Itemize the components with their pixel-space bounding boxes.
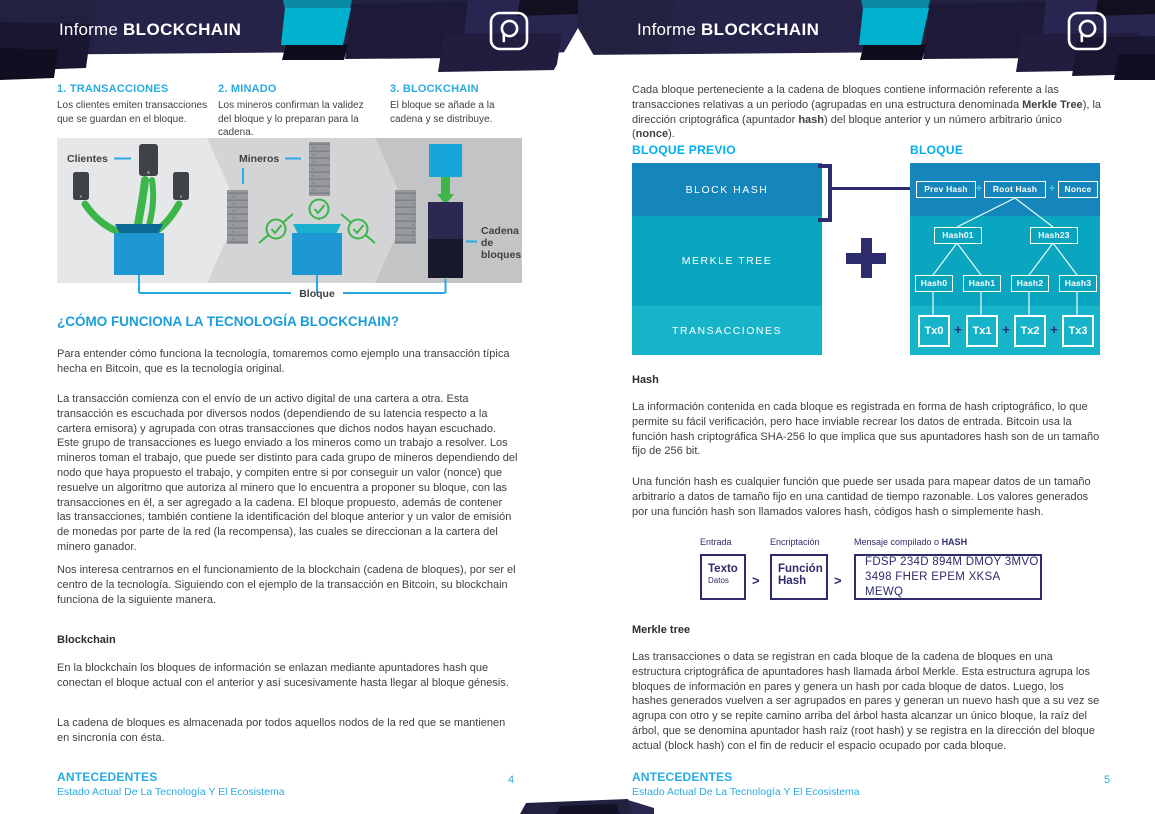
input-sub: Datos	[708, 576, 729, 585]
paragraph: Una función hash es cualquier función que puede ser usada para mapear datos de un tamaño arbitrario a datos de tamaño fijo en una cantidad de tiempo razonable. Los valores generados por una función hash son llamados valores hash, códigos hash o simplemente hash.	[632, 476, 1091, 518]
report-title	[637, 20, 819, 40]
page-5	[578, 0, 1155, 814]
node-hash2: Hash2	[1011, 275, 1049, 292]
current-block	[910, 163, 1100, 355]
block-box	[114, 233, 164, 275]
node-hash23: Hash23	[1030, 227, 1078, 244]
report-title-bold: BLOCKCHAIN	[122, 20, 242, 39]
paragraph: En la blockchain los bloques de información se enlazan mediante apuntadores hash que conectan el bloque actual con el anterior y así sucesivamente hasta llegar al bloque génesis.	[57, 662, 509, 689]
step-transacciones	[57, 83, 209, 126]
blockchain-flow-illustration	[57, 138, 522, 303]
footer-subtitle: Estado Actual De La Tecnología Y El Ecosistema	[57, 786, 285, 798]
step-title: 1. TRANSACCIONES	[57, 83, 169, 95]
label-encriptacion: Encriptación	[770, 537, 820, 547]
page-number: 4	[508, 774, 515, 786]
report-title	[59, 20, 241, 40]
report-title-regular: Informe	[637, 20, 697, 39]
plus-icon	[846, 238, 886, 278]
down-arrow	[441, 177, 450, 196]
server-icon	[309, 142, 330, 196]
node-tx0: Tx0	[918, 315, 950, 347]
input-box	[700, 554, 746, 600]
node-hash3: Hash3	[1059, 275, 1097, 292]
server-icon	[227, 190, 248, 244]
check-circle-icon	[349, 220, 368, 239]
label-entrada: Entrada	[700, 537, 732, 547]
paragraph: La cadena de bloques es almacenada por todos aquellos nodos de la red que se mantienen en sincronía con ésta.	[57, 717, 506, 744]
fn-line2: Hash	[778, 575, 807, 587]
plus-icon: +	[1050, 322, 1058, 337]
footer-section: ANTECEDENTES	[632, 770, 733, 784]
q-logo-icon	[489, 11, 529, 51]
bracket	[818, 218, 832, 222]
subheading-blockchain: Blockchain	[57, 634, 116, 646]
hash-output-line1: FDSP 234D 894M DMOY 3MVO	[865, 555, 1039, 568]
heading-bloque: BLOQUE	[910, 143, 964, 157]
check-circle-icon	[267, 220, 286, 239]
page-header	[0, 0, 578, 80]
node-prev-hash: Prev Hash	[916, 181, 976, 198]
label-cadena-2: de	[481, 237, 494, 249]
footer-section: ANTECEDENTES	[57, 770, 158, 784]
step-blockchain	[390, 83, 518, 126]
node-hash1: Hash1	[963, 275, 1001, 292]
subheading-merkle-tree: Merkle tree	[632, 624, 691, 636]
step-minado	[218, 83, 370, 140]
hash-function-box	[770, 554, 828, 600]
node-root-hash: Root Hash	[984, 181, 1046, 198]
paragraph: La transacción comienza con el envío de un activo digital de una cartera a otra. Esta transacción es escuchada por diversos nodos (dependiendo de su latencia respecto a la cartera emisora) y agrupada con otras transacciones que dichos nodos hayan escuchado. Este grupo de transacciones es luego enviado a los mineros como un trabajo a resolver. Los mineros toman el trabajo, que puede ser distinto para cada grupo de mineros dependiendo del nodo que haya propuesto el trabajo, y compiten entre si por conseguir un valor (nonce) que resuelve un algoritmo que autoriza al minero que lo encuentra a proponer su bloque, con las transacciones en él, a ser agregado a la cadena. El bloque propuesto, además de contener las transacciones, también contiene la identificación del bloque anterior y un valor de emisión de monedas por parte de la red (la recompensa), las cuales se direccionan a la cartera del minero ganador.	[57, 393, 518, 553]
phone-icon	[139, 144, 158, 176]
step-title: 2. MINADO	[218, 83, 277, 95]
bottom-page-notch	[520, 799, 654, 814]
node-nonce: Nonce	[1058, 181, 1098, 198]
plus-icon: +	[954, 322, 962, 337]
paragraph: La información contenida en cada bloque es registrada en forma de hash criptográfico, lo que permite su fácil verificación, pero hace inviable recrear los datos de entrada. Bitcoin usa la función hash criptográfica SHA-256 lo que implica que sus apuntadores hash son de un tamaño fijo de 256 bit.	[632, 401, 1100, 458]
server-icon	[395, 190, 416, 244]
report-title-bold: BLOCKCHAIN	[700, 20, 820, 39]
step-title: 3. BLOCKCHAIN	[390, 83, 479, 95]
fn-line1: Función	[778, 563, 823, 575]
section-heading: ¿CÓMO FUNCIONA LA TECNOLOGÍA BLOCKCHAIN?	[57, 314, 399, 329]
block-hash-section: BLOCK HASH	[632, 163, 822, 216]
check-circle-icon	[310, 200, 329, 219]
merkle-tree-section: MERKLE TREE	[632, 216, 822, 306]
bracket-connector-line	[832, 187, 918, 190]
chain-block-mid	[428, 202, 463, 239]
previous-block	[632, 163, 822, 355]
footer-subtitle: Estado Actual De La Tecnología Y El Ecosistema	[632, 786, 860, 798]
label-mineros: Mineros	[239, 153, 280, 165]
step-body: Los clientes emiten transacciones que se guardan en el bloque.	[57, 100, 208, 125]
page-footer	[57, 770, 285, 798]
chain-block-old	[428, 239, 463, 278]
step-body: Los mineros confirman la validez del bloque y lo preparan para la cadena.	[218, 100, 364, 138]
plus-icon: +	[1002, 322, 1010, 337]
intro-paragraph: Cada bloque perteneciente a la cadena de bloques contiene información referente a las transacciones relativas a un periodo (agrupadas en una estructura denominada Merkle Tree), la dirección criptográfica (apuntador hash) del bloque anterior y un número arbitrario único (nonce).	[632, 84, 1102, 141]
block-box	[292, 233, 342, 275]
hash-output-line2: 3498 FHER EPEM XKSA MEWQ	[865, 570, 1000, 598]
label-clientes: Clientes	[67, 153, 108, 165]
arrow-gt: >	[752, 573, 760, 588]
label-mensaje-hash: Mensaje compilado o HASH	[854, 537, 968, 547]
chain-block-new	[429, 144, 462, 177]
node-tx3: Tx3	[1062, 315, 1094, 347]
plus-icon: +	[975, 183, 983, 195]
hash-function-diagram	[700, 537, 1102, 607]
node-hash0: Hash0	[915, 275, 953, 292]
bracket	[828, 164, 832, 222]
node-tx1: Tx1	[966, 315, 998, 347]
subheading-hash: Hash	[632, 374, 659, 386]
block-structure-diagram	[632, 163, 1100, 355]
q-logo-icon	[1067, 11, 1107, 51]
node-tx2: Tx2	[1014, 315, 1046, 347]
label-cadena-3: bloques	[481, 249, 522, 261]
paragraph: Para entender cómo funciona la tecnología, tomaremos como ejemplo una transacción típica hecha en Bitcoin, que es la tecnología original.	[57, 348, 510, 375]
hash-output-box	[854, 554, 1042, 600]
paragraph: Nos interesa centrarnos en el funcionamiento de la blockchain (cadena de bloques), por ser el centro de la tecnología. Siguiendo con el ejemplo de la transacción en Bitcoin, su blockchain funciona de la siguiente manera.	[57, 564, 516, 606]
heading-bloque-previo: BLOQUE PREVIO	[632, 143, 736, 157]
report-title-regular: Informe	[59, 20, 119, 39]
label-cadena-1: Cadena	[481, 225, 519, 237]
transacciones-section: TRANSACCIONES	[632, 306, 822, 355]
plus-icon: +	[1048, 183, 1056, 195]
arrow-gt: >	[834, 573, 842, 588]
page-header	[578, 0, 1155, 80]
label-bloque: Bloque	[299, 288, 335, 300]
input-title: Texto	[708, 563, 738, 575]
paragraph: Las transacciones o data se registran en cada bloque de la cadena de bloques en una estructura criptográfica de apuntadores hash llamada árbol Merkle. Esta estructura agrupa los bloques de información en pares y genera un hash por cada bloque de datos. Luego, los hashes generados vuelven a ser agrupados en pares y generan un nuevo hash que a su vez se agrupa con otro y se repite camino arriba del árbol hasta alcanzar un único bloque, la raíz del árbol, que se denomina apuntador hash raíz (root hash) y se registra en la dirección del bloque actual (block hash) con el fin de reducir el espacio ocupado por cada bloque.	[632, 651, 1100, 752]
node-hash01: Hash01	[934, 227, 982, 244]
page-footer	[632, 770, 860, 798]
page-number: 5	[1104, 774, 1111, 786]
step-body: El bloque se añade a la cadena y se distribuye.	[390, 100, 495, 125]
